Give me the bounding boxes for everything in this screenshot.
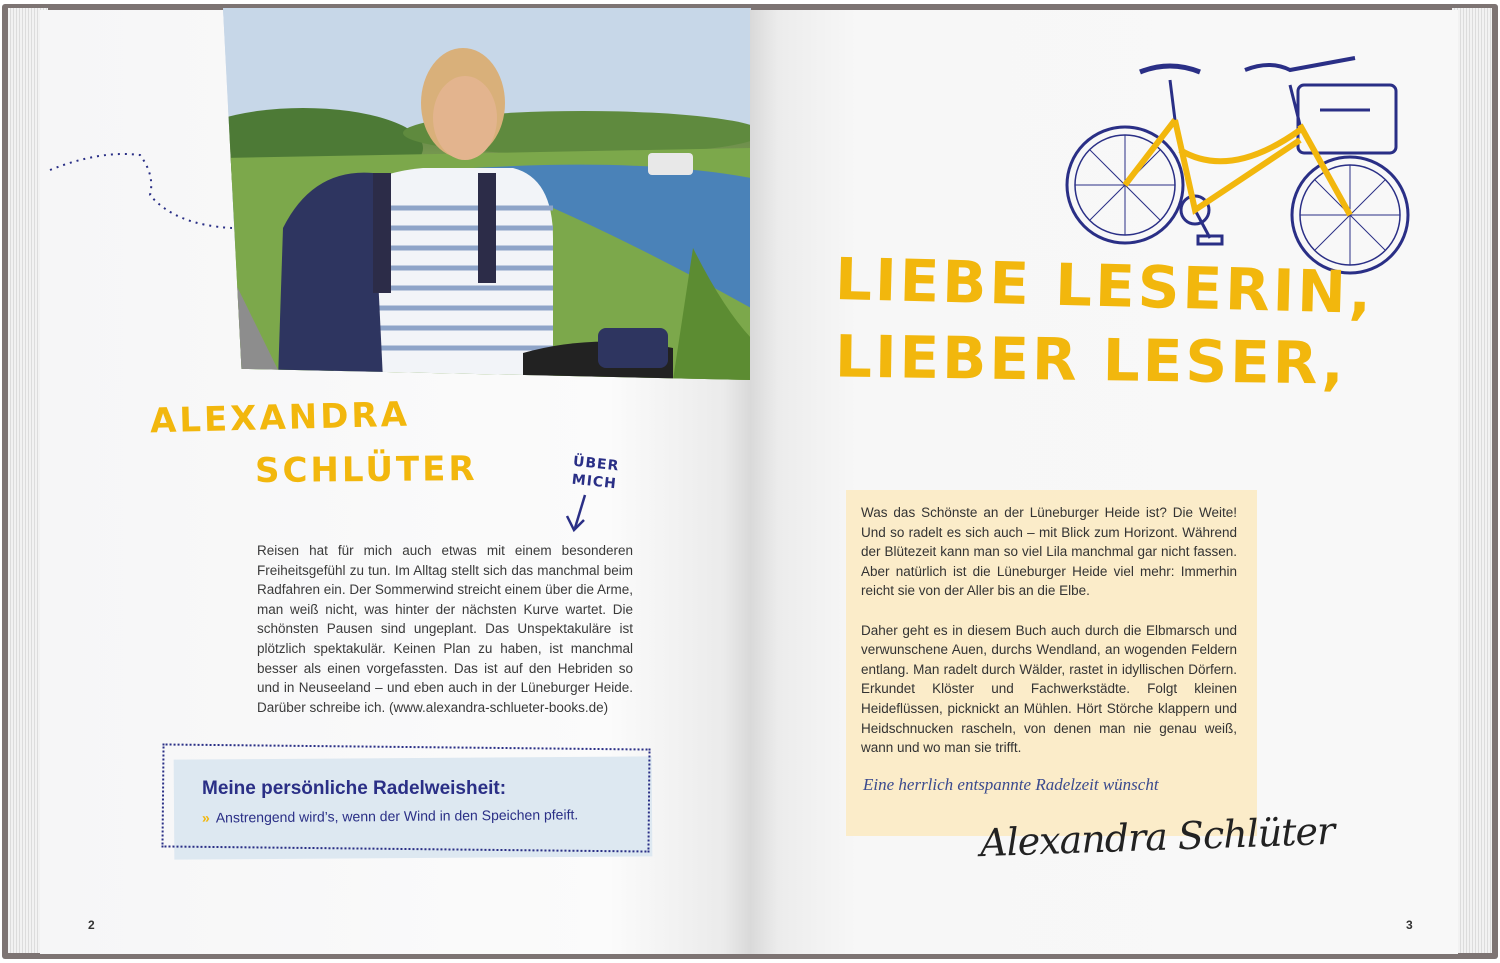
tip-heading: Meine persönliche Radelweisheit: bbox=[202, 778, 507, 799]
author-name-first: ALEXANDRA bbox=[149, 394, 411, 442]
page-number-right: 3 bbox=[1406, 918, 1413, 932]
greeting-heading-line2: LIEBER LESER, bbox=[834, 322, 1348, 398]
tip-text: Anstrengend wird’s, wenn der Wind in den Speichen pfeift. bbox=[215, 806, 579, 826]
page-number-left: 2 bbox=[88, 918, 95, 932]
about-me-line2: MICH bbox=[570, 471, 618, 493]
closing-greeting: Eine herrlich entspannte Radelzeit wünscht bbox=[863, 775, 1159, 794]
letter-text bbox=[861, 503, 1237, 777]
about-me-line1: ÜBER bbox=[572, 453, 621, 475]
letter-paragraph-2: Daher geht es in diesem Buch auch durch die Elbmarsch und verwunschene Auen, durchs Wendland, an wogenden Feldern entlang. Man radelt durch Wälder, rastet in idyllischen Dörfern. Erkundet Klöster und Fachwerkstädte. Folgt kleinen Heideflüssen, picknickt an Mühlen. Hört Störche klappern und Heidschnucken rascheln, von denen man nie genau weiß, wann und wo man sie trifft. bbox=[861, 622, 1237, 756]
author-name-last: SCHLÜTER bbox=[254, 449, 478, 491]
greeting-heading-line1: LIEBE LESERIN, bbox=[834, 244, 1375, 328]
double-chevron-icon: » bbox=[201, 809, 210, 826]
author-bio: Reisen hat für mich auch etwas mit einem besonderen Freiheitsgefühl zu tun. Im Alltag stellt sich das manchmal beim Radfahren ein. Der Sommerwind streicht einem über die Arme, man weiß nicht, was hinter der nächsten Kurve wartet. Die schönsten Pausen sind ungeplant. Das Unspektakuläre ist plötzlich spektakulär. Keinen Plan zu haben, ist manchmal besser als einen vorgefassten. Das ist auf den Hebriden so und in Neuseeland – und eben auch in der Lüneburger Heide. Darüber schreibe ich. (www.alexandra-schlueter-books.de) bbox=[257, 543, 633, 715]
author-signature: Alexandra Schlüter bbox=[979, 808, 1335, 866]
letter-paragraph-1: Was das Schönste an der Lüneburger Heide ist? Die Weite! Und so radelt es sich auch – mit Blick zum Horizont. Während der Blütezeit kann man so viel Lila manchmal gar nicht fassen. Aber natürlich ist die Lüneburger Heide viel mehr: Immerhin reicht sie von der Aller bis an die Elbe. bbox=[861, 505, 1237, 599]
